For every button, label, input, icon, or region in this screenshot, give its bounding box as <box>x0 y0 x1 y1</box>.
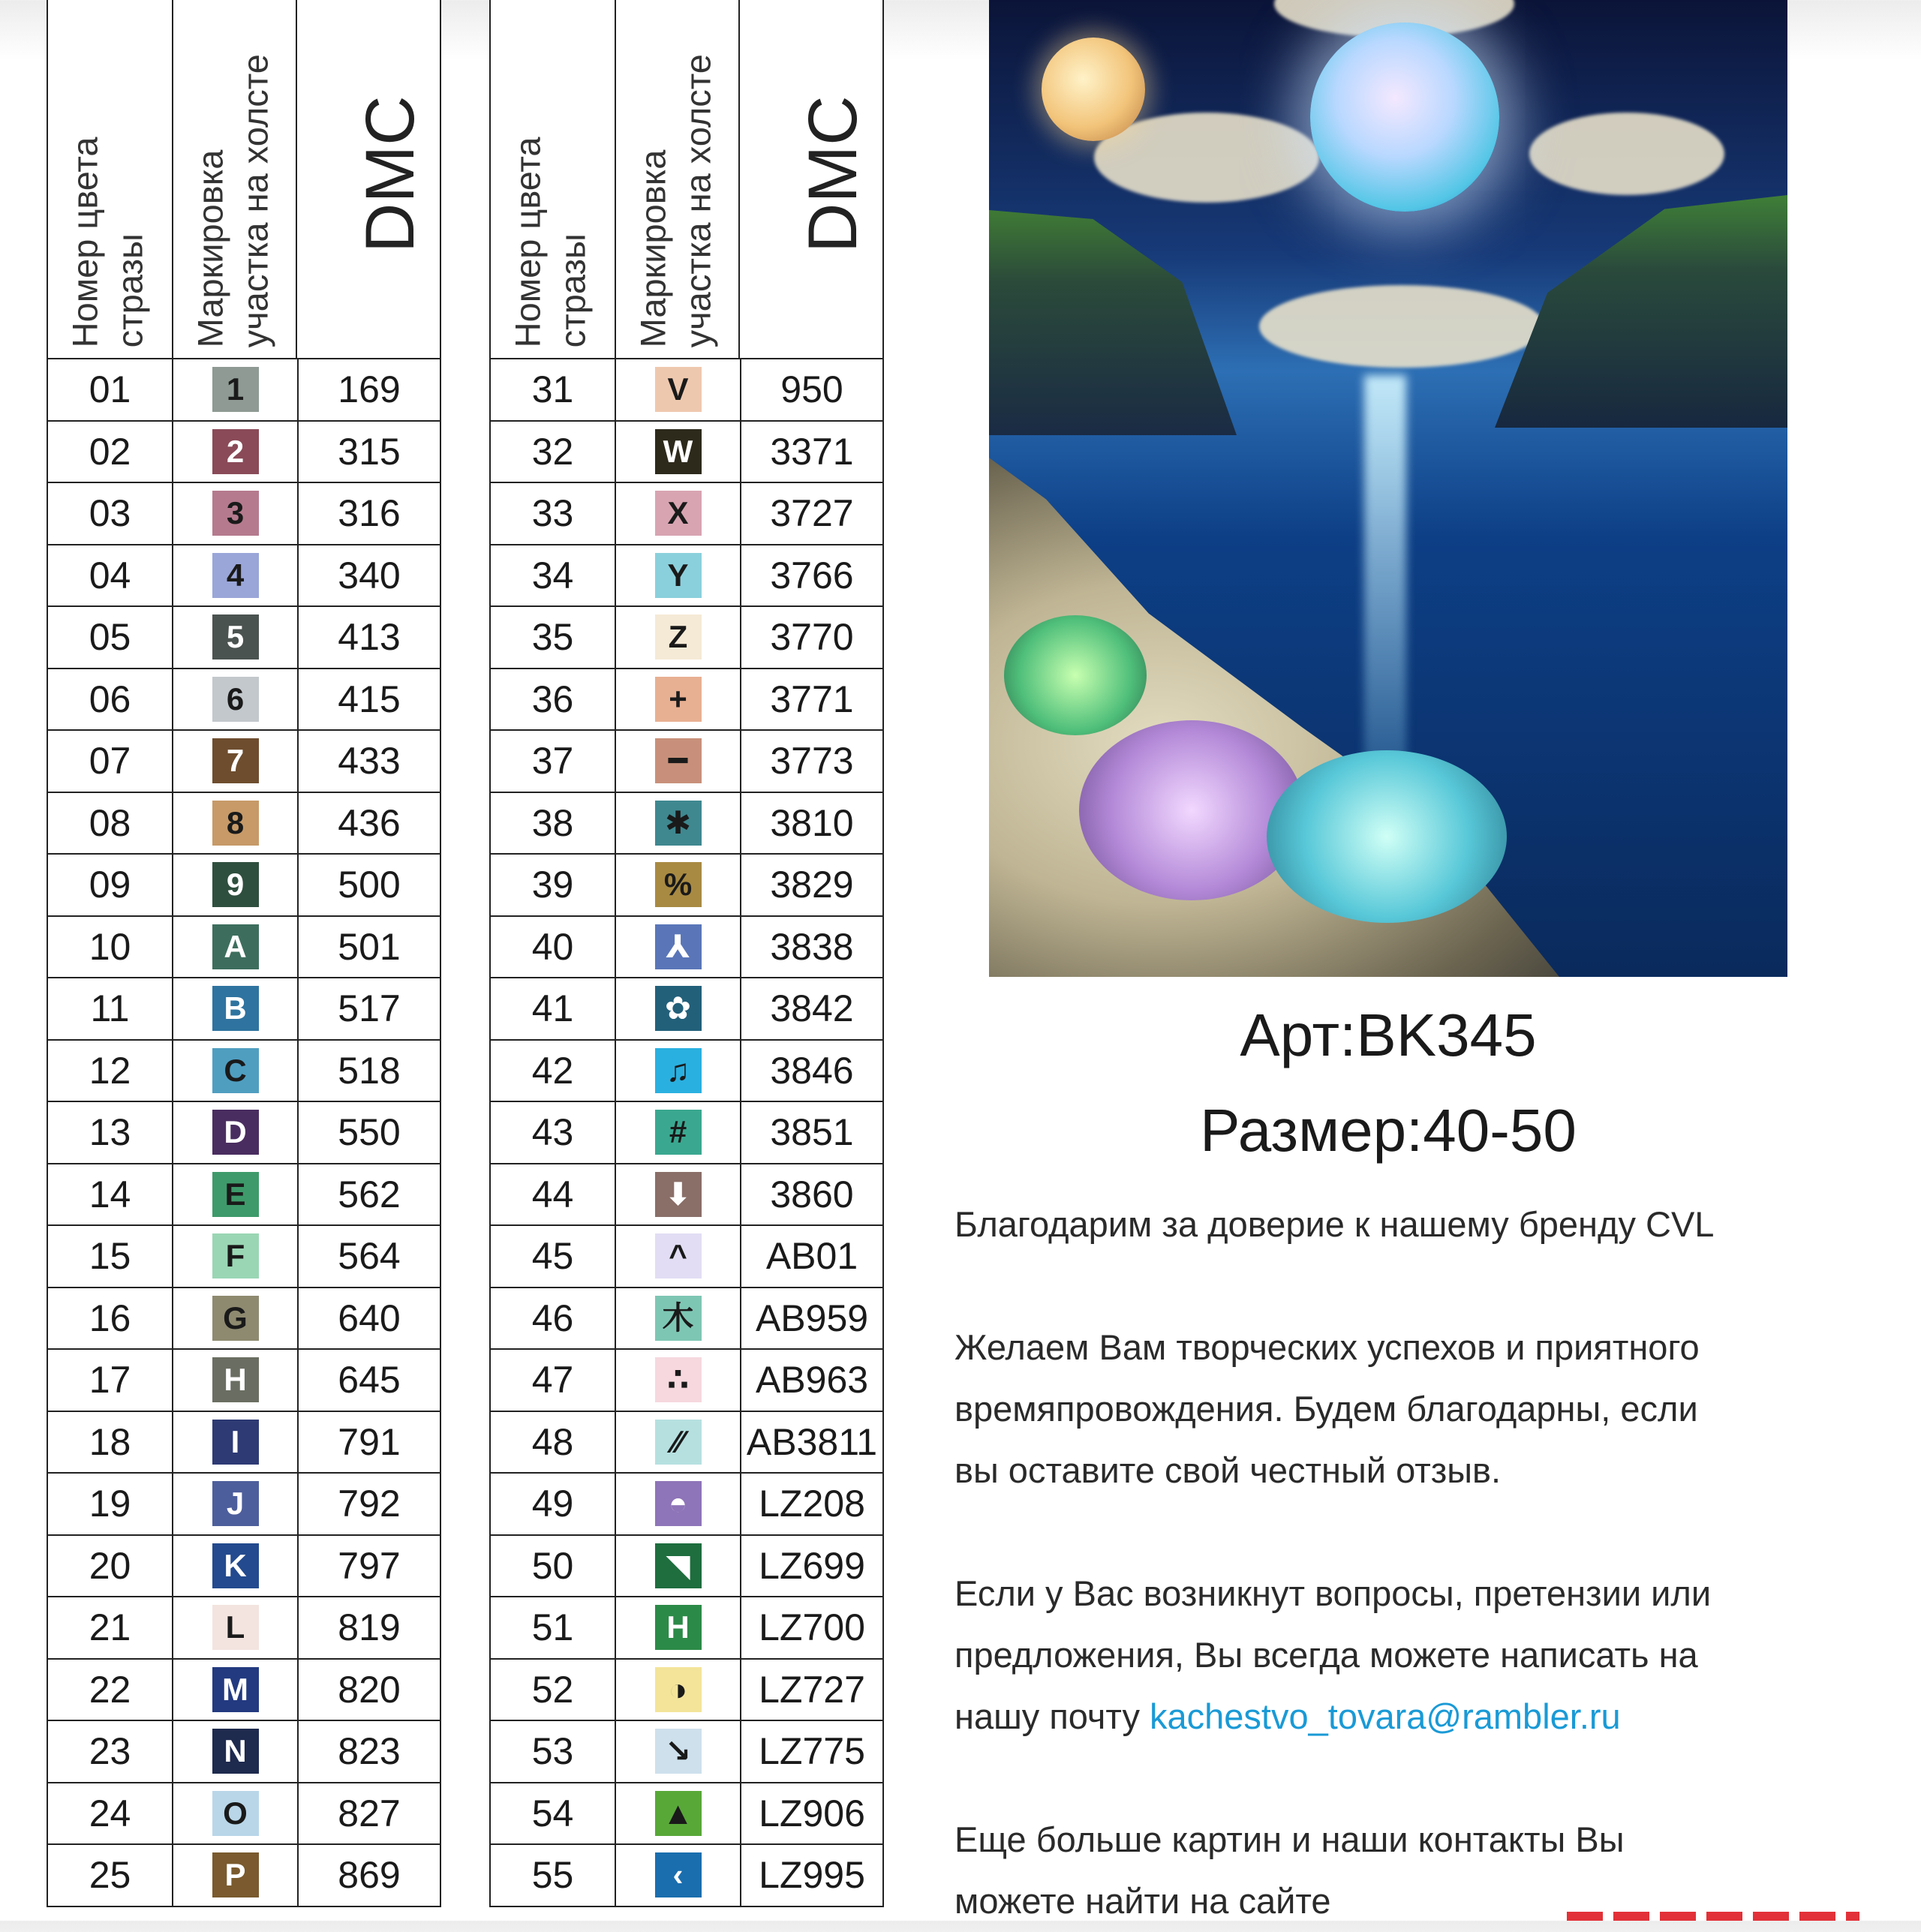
legend-row <box>491 1597 882 1660</box>
marking-cell <box>615 917 741 978</box>
color-swatch: F <box>212 1233 259 1278</box>
marking-cell <box>615 545 741 606</box>
dmc-code: AB01 <box>765 1235 858 1278</box>
legend-row <box>48 669 440 732</box>
legend-row <box>48 1226 440 1288</box>
color-swatch: ━ <box>655 738 702 783</box>
dmc-code: 3842 <box>770 987 854 1030</box>
color-swatch: Y <box>655 553 702 598</box>
marking-cell <box>172 1288 299 1349</box>
dmc-code: AB963 <box>755 1359 869 1402</box>
dmc-code: AB959 <box>755 1297 869 1339</box>
legend-row <box>491 1164 882 1227</box>
legend-row <box>48 1164 440 1227</box>
color-swatch: Z <box>655 614 702 660</box>
color-swatch: ◥ <box>655 1543 702 1588</box>
dmc-code: 517 <box>338 987 401 1030</box>
color-swatch: 9 <box>212 862 259 907</box>
marking-cell <box>615 793 741 854</box>
color-swatch: L <box>212 1605 259 1650</box>
legend-row <box>491 793 882 855</box>
color-number: 51 <box>531 1606 574 1649</box>
color-number: 15 <box>89 1235 131 1278</box>
dmc-code: 169 <box>338 368 401 411</box>
marking-cell <box>615 1845 741 1906</box>
marking-cell <box>172 978 299 1039</box>
header-color-number: Номер цвета стразы <box>65 137 150 347</box>
dmc-code: LZ700 <box>759 1606 865 1649</box>
marking-cell <box>172 483 299 544</box>
color-number: 43 <box>531 1111 574 1154</box>
color-swatch: J <box>212 1481 259 1526</box>
color-swatch: ^ <box>655 1233 702 1278</box>
dmc-code: 3829 <box>770 864 854 906</box>
marking-cell <box>615 1412 741 1473</box>
color-swatch: M <box>212 1667 259 1712</box>
color-number: 34 <box>531 554 574 596</box>
marking-cell <box>615 1536 741 1597</box>
color-number: 50 <box>531 1544 574 1587</box>
color-swatch: ♫ <box>655 1048 702 1093</box>
legend-row <box>491 1474 882 1536</box>
color-swatch: % <box>655 862 702 907</box>
legend-row <box>491 1288 882 1351</box>
column-divider <box>615 0 616 358</box>
color-number: 32 <box>531 430 574 473</box>
color-number: 12 <box>89 1049 131 1092</box>
color-swatch: X <box>655 491 702 536</box>
dmc-code: 433 <box>338 740 401 783</box>
color-swatch: ◓ <box>655 1481 702 1526</box>
dmc-code: 3838 <box>770 925 854 968</box>
dmc-code: 316 <box>338 492 401 535</box>
color-swatch: # <box>655 1110 702 1155</box>
color-number: 03 <box>89 492 131 535</box>
color-swatch: ✿ <box>655 986 702 1031</box>
dmc-code: 550 <box>338 1111 401 1154</box>
color-number: 04 <box>89 554 131 596</box>
legend-row <box>491 1350 882 1412</box>
legend-row <box>48 545 440 608</box>
marking-cell <box>615 1102 741 1163</box>
dmc-code: 827 <box>338 1792 401 1834</box>
color-number: 48 <box>531 1420 574 1463</box>
legend-row <box>491 422 882 484</box>
marking-cell <box>172 359 299 420</box>
dmc-code: LZ699 <box>759 1544 865 1587</box>
dmc-code: 340 <box>338 554 401 596</box>
dmc-code: 3727 <box>770 492 854 535</box>
dmc-code: 315 <box>338 430 401 473</box>
color-number: 36 <box>531 678 574 720</box>
marking-cell <box>172 1226 299 1287</box>
color-swatch: ⽊ <box>655 1296 702 1341</box>
legend-row <box>491 545 882 608</box>
color-number: 21 <box>89 1606 131 1649</box>
color-swatch: E <box>212 1172 259 1217</box>
marking-cell <box>172 669 299 730</box>
color-number: 42 <box>531 1049 574 1092</box>
color-swatch: ⅄ <box>655 924 702 969</box>
marking-cell <box>172 1783 299 1844</box>
color-swatch: W <box>655 429 702 474</box>
color-swatch: V <box>655 367 702 412</box>
legend-row <box>491 1041 882 1103</box>
legend-row <box>491 483 882 545</box>
thanks-paragraph: Благодарим за доверие к нашему бренду CVL <box>954 1204 1715 1244</box>
color-number: 06 <box>89 678 131 720</box>
color-number: 08 <box>89 801 131 844</box>
legend-row <box>48 1041 440 1103</box>
legend-row <box>48 978 440 1041</box>
color-number: 54 <box>531 1792 574 1834</box>
color-swatch: 6 <box>212 677 259 722</box>
legend-row <box>48 1660 440 1722</box>
legend-row <box>48 1536 440 1598</box>
marking-cell <box>172 1164 299 1225</box>
legend-row <box>48 1412 440 1474</box>
legend-row <box>491 669 882 732</box>
color-number: 24 <box>89 1792 131 1834</box>
teal-crystal-stone <box>1267 750 1507 923</box>
pink-crystal-stone <box>1079 720 1304 900</box>
color-number: 14 <box>89 1173 131 1215</box>
dmc-code: 500 <box>338 864 401 906</box>
marking-cell <box>615 1350 741 1411</box>
size-title: Размер:40-50 <box>1200 1097 1577 1164</box>
color-number: 11 <box>90 987 130 1030</box>
dmc-code: 436 <box>338 801 401 844</box>
color-number: 37 <box>531 740 574 783</box>
marking-cell <box>615 1226 741 1287</box>
color-swatch: ▲ <box>655 1791 702 1836</box>
marking-cell <box>615 422 741 482</box>
marking-cell <box>615 1783 741 1844</box>
color-number: 19 <box>89 1483 131 1525</box>
color-swatch: G <box>212 1296 259 1341</box>
color-number: 07 <box>89 740 131 783</box>
color-swatch: 3 <box>212 491 259 536</box>
legend-row <box>48 1845 440 1907</box>
color-number: 05 <box>89 616 131 659</box>
green-gem-stone <box>1004 615 1147 735</box>
color-number: 09 <box>89 864 131 906</box>
blue-moon <box>1310 23 1499 212</box>
marking-cell <box>172 1041 299 1101</box>
dmc-code: 3771 <box>770 678 854 720</box>
legend-row <box>491 731 882 793</box>
cloud <box>1529 113 1724 195</box>
marking-cell <box>172 1536 299 1597</box>
dmc-code: 3860 <box>770 1173 854 1215</box>
legend-row <box>491 607 882 669</box>
color-number: 55 <box>531 1854 574 1897</box>
legend-row <box>491 917 882 979</box>
color-number: 40 <box>531 925 574 968</box>
column-divider <box>738 0 740 358</box>
dmc-code: 562 <box>338 1173 401 1215</box>
color-number: 41 <box>531 987 574 1030</box>
dmc-code: 518 <box>338 1049 401 1092</box>
marking-cell <box>615 1164 741 1225</box>
dmc-code: 640 <box>338 1297 401 1339</box>
legend-row <box>491 1102 882 1164</box>
dmc-code: LZ775 <box>759 1730 865 1773</box>
header-dmc: DMC <box>795 95 871 253</box>
dmc-code: 3371 <box>770 430 854 473</box>
legend-row <box>491 978 882 1041</box>
marking-cell <box>172 1597 299 1658</box>
color-swatch: ‹ <box>655 1852 702 1897</box>
legend-row <box>491 1412 882 1474</box>
dmc-code: 823 <box>338 1730 401 1773</box>
brand-logo-strip <box>1567 1912 1859 1921</box>
color-number: 46 <box>531 1297 574 1339</box>
dmc-code: 501 <box>338 925 401 968</box>
color-swatch: H <box>212 1357 259 1402</box>
dmc-code: AB3811 <box>746 1420 878 1463</box>
legend-row <box>491 359 882 422</box>
legend-row <box>48 793 440 855</box>
color-number: 23 <box>89 1730 131 1773</box>
color-swatch: ✱ <box>655 801 702 846</box>
marking-cell <box>615 1288 741 1349</box>
column-divider <box>172 0 173 358</box>
color-number: 18 <box>89 1420 131 1463</box>
left-cliff <box>989 210 1237 435</box>
dmc-code: 3810 <box>770 801 854 844</box>
marking-cell <box>615 978 741 1039</box>
color-swatch: B <box>212 986 259 1031</box>
dmc-code: 797 <box>338 1544 401 1587</box>
color-number: 53 <box>531 1730 574 1773</box>
color-swatch: ◑ <box>655 1667 702 1712</box>
marking-cell <box>172 731 299 792</box>
legend-row <box>491 1721 882 1783</box>
dmc-code: 564 <box>338 1235 401 1278</box>
color-number: 31 <box>531 368 574 411</box>
legend-rows <box>491 359 882 1907</box>
marking-cell <box>172 1845 299 1906</box>
legend-row <box>48 917 440 979</box>
color-number: 35 <box>531 616 574 659</box>
legend-row <box>48 1350 440 1412</box>
color-number: 16 <box>89 1297 131 1339</box>
color-number: 45 <box>531 1235 574 1278</box>
color-number: 44 <box>531 1173 574 1215</box>
color-number: 10 <box>89 925 131 968</box>
header-dmc: DMC <box>352 95 428 253</box>
color-swatch: N <box>212 1729 259 1774</box>
color-swatch: 1 <box>212 367 259 412</box>
dmc-code: LZ995 <box>759 1854 865 1897</box>
dmc-code: 3770 <box>770 616 854 659</box>
marking-cell <box>172 917 299 978</box>
color-number: 25 <box>89 1854 131 1897</box>
marking-cell <box>615 1474 741 1534</box>
artwork-preview-image <box>989 0 1787 977</box>
dmc-code: 415 <box>338 678 401 720</box>
dmc-code: 869 <box>338 1854 401 1897</box>
dmc-code: 645 <box>338 1359 401 1402</box>
legend-rows <box>48 359 440 1907</box>
color-swatch: I <box>212 1420 259 1465</box>
legend-row <box>491 1845 882 1907</box>
marking-cell <box>172 855 299 915</box>
color-swatch: ∴ <box>655 1357 702 1402</box>
column-divider <box>296 0 297 358</box>
legend-row <box>491 1783 882 1846</box>
legend-row <box>48 1597 440 1660</box>
legend-row <box>48 483 440 545</box>
legend-row <box>491 1536 882 1598</box>
article-title: Арт:BK345 <box>1240 1002 1537 1068</box>
dmc-code: LZ727 <box>759 1668 865 1711</box>
legend-row <box>48 1102 440 1164</box>
more-paragraph: Еще больше картин и наши контакты Вы можете найти на сайте <box>954 1819 1625 1921</box>
legend-row <box>491 1226 882 1288</box>
color-number: 52 <box>531 1668 574 1711</box>
color-number: 38 <box>531 801 574 844</box>
color-number: 17 <box>89 1359 131 1402</box>
color-number: 22 <box>89 1668 131 1711</box>
color-legend-table-left <box>47 0 441 1907</box>
dmc-code: 3766 <box>770 554 854 596</box>
color-number: 33 <box>531 492 574 535</box>
color-swatch: A <box>212 924 259 969</box>
legend-row <box>48 607 440 669</box>
legend-row <box>48 1288 440 1351</box>
legend-header <box>491 0 882 359</box>
legend-row <box>48 731 440 793</box>
legend-header <box>48 0 440 359</box>
color-swatch: ⁄⁄ <box>655 1420 702 1465</box>
marking-cell <box>615 607 741 668</box>
header-color-number: Номер цвета стразы <box>507 137 593 347</box>
marking-cell <box>172 607 299 668</box>
marking-cell <box>172 1412 299 1473</box>
marking-cell <box>615 731 741 792</box>
color-swatch: 4 <box>212 553 259 598</box>
marking-cell <box>172 1102 299 1163</box>
color-swatch: ↘ <box>655 1729 702 1774</box>
marking-cell <box>615 669 741 730</box>
color-number: 20 <box>89 1544 131 1587</box>
marking-cell <box>615 855 741 915</box>
golden-moon <box>1042 38 1145 141</box>
color-swatch: P <box>212 1852 259 1897</box>
marking-cell <box>172 1474 299 1534</box>
color-swatch: K <box>212 1543 259 1588</box>
right-cliff <box>1495 195 1787 428</box>
legend-row <box>491 1660 882 1722</box>
dmc-code: 820 <box>338 1668 401 1711</box>
dmc-code: 3851 <box>770 1111 854 1154</box>
color-swatch: ⬇ <box>655 1172 702 1217</box>
color-swatch: 8 <box>212 801 259 846</box>
marking-cell <box>615 1041 741 1101</box>
legend-row <box>48 1474 440 1536</box>
marking-cell <box>172 1660 299 1720</box>
marking-cell <box>172 545 299 606</box>
dmc-code: 950 <box>780 368 843 411</box>
header-marking: Маркировка участка на холсте <box>633 53 718 347</box>
color-number: 39 <box>531 864 574 906</box>
dmc-code: 819 <box>338 1606 401 1649</box>
email-link[interactable]: kachestvo_tovara@rambler.ru <box>1150 1696 1621 1736</box>
marking-cell <box>615 1660 741 1720</box>
marking-cell <box>172 422 299 482</box>
color-number: 47 <box>531 1359 574 1402</box>
color-swatch: 2 <box>212 429 259 474</box>
dmc-code: LZ208 <box>759 1483 865 1525</box>
color-number: 02 <box>89 430 131 473</box>
marking-cell <box>615 483 741 544</box>
dmc-code: 3773 <box>770 740 854 783</box>
marking-cell <box>172 793 299 854</box>
color-number: 13 <box>89 1111 131 1154</box>
dmc-code: 3846 <box>770 1049 854 1092</box>
color-swatch: O <box>212 1791 259 1836</box>
marking-cell <box>615 359 741 420</box>
legend-row <box>48 855 440 917</box>
color-swatch: 5 <box>212 614 259 660</box>
wish-paragraph: Желаем Вам творческих успехов и приятного времяпровождения. Будем благодарны, если вы оставите свой честный отзыв. <box>954 1327 1700 1490</box>
contact-paragraph: Если у Вас возникнут вопросы, претензии или предложения, Вы всегда можете написать на нашу почту kachestvo_tovara@rambler.ru <box>954 1573 1712 1736</box>
color-swatch: D <box>212 1110 259 1155</box>
color-swatch: C <box>212 1048 259 1093</box>
dmc-code: 792 <box>338 1483 401 1525</box>
marking-cell <box>615 1721 741 1782</box>
legend-row <box>48 359 440 422</box>
legend-row <box>48 422 440 484</box>
color-legend-table-right <box>489 0 884 1907</box>
color-number: 01 <box>89 368 131 411</box>
marking-cell <box>172 1721 299 1782</box>
color-number: 49 <box>531 1483 574 1525</box>
legend-row <box>48 1721 440 1783</box>
marking-cell <box>615 1597 741 1658</box>
cloud <box>1259 285 1544 368</box>
dmc-code: 791 <box>338 1420 401 1463</box>
legend-row <box>48 1783 440 1846</box>
marking-cell <box>172 1350 299 1411</box>
dmc-code: 413 <box>338 616 401 659</box>
legend-row <box>491 855 882 917</box>
header-marking: Маркировка участка на холсте <box>190 53 275 347</box>
color-swatch: 7 <box>212 738 259 783</box>
color-swatch: + <box>655 677 702 722</box>
dmc-code: LZ906 <box>759 1792 865 1834</box>
color-swatch: H <box>655 1605 702 1650</box>
